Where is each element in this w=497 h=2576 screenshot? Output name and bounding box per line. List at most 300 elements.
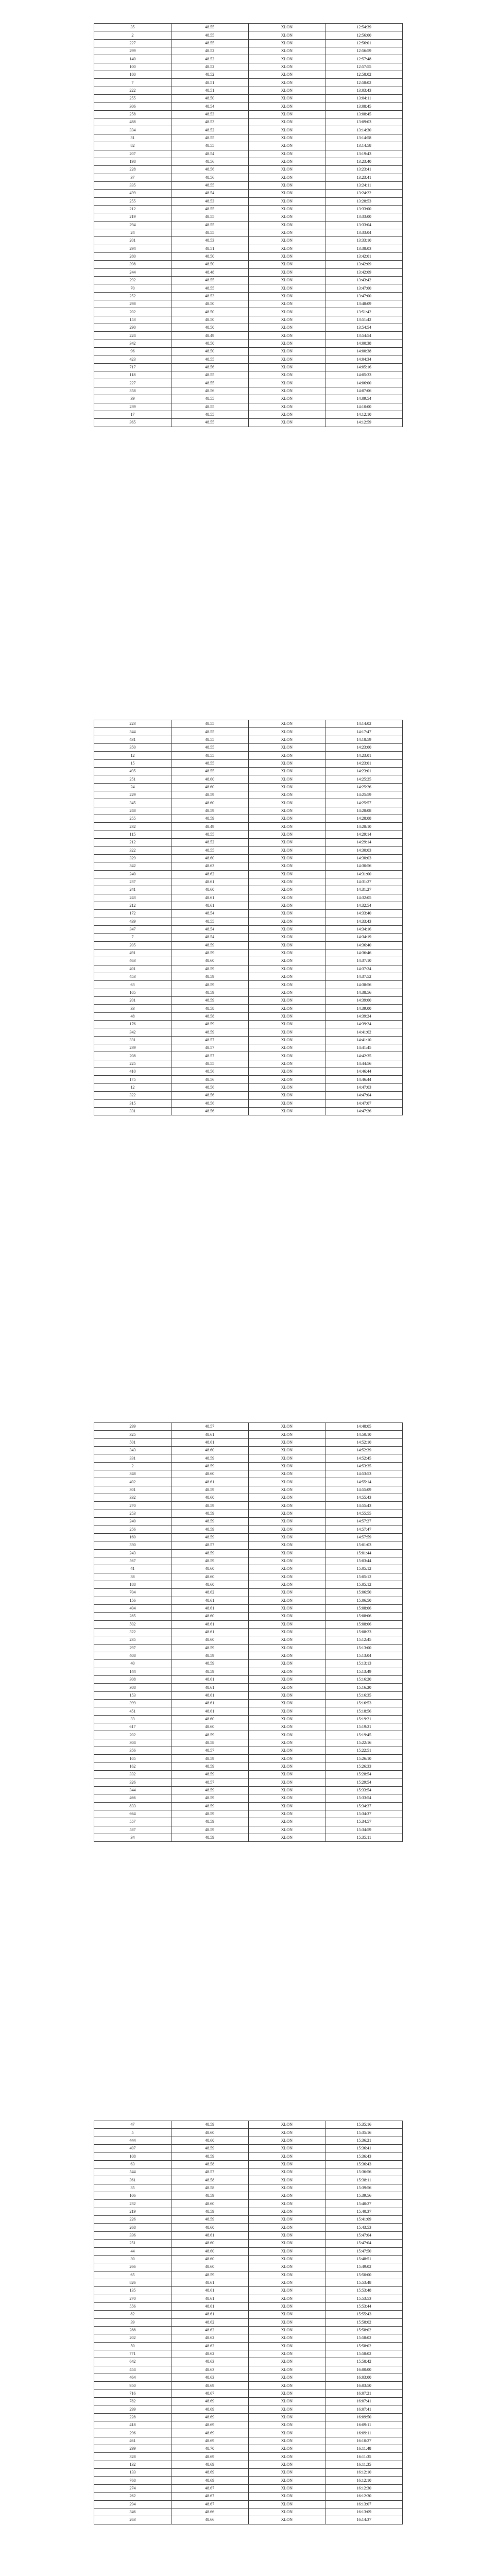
cell-value: 48.54	[171, 150, 248, 158]
cell-code: XLON	[248, 2295, 325, 2302]
cell-value: 48.61	[171, 2295, 248, 2302]
cell-value: 48.55	[171, 371, 248, 379]
cell-id: 717	[94, 363, 172, 371]
cell-time: 15:36:43	[325, 2160, 403, 2168]
cell-time: 15:16:35	[325, 1691, 403, 1699]
cell-id: 172	[94, 910, 172, 918]
cell-value: 48.50	[171, 252, 248, 260]
cell-code: XLON	[248, 1762, 325, 1770]
cell-code: XLON	[248, 1794, 325, 1802]
cell-id: 453	[94, 973, 172, 981]
table-row	[94, 340, 403, 347]
cell-id: 229	[94, 791, 172, 799]
cell-value: 48.51	[171, 245, 248, 252]
cell-time: 14:34:16	[325, 925, 403, 933]
table-row	[94, 2413, 403, 2421]
cell-time: 15:47:04	[325, 2231, 403, 2239]
cell-code: XLON	[248, 1597, 325, 1604]
cell-value: 48.69	[171, 2437, 248, 2445]
cell-id: 306	[94, 103, 172, 110]
cell-value: 48.59	[171, 1526, 248, 1533]
table-row	[94, 2247, 403, 2255]
cell-code: XLON	[248, 1652, 325, 1659]
cell-value: 48.60	[171, 1565, 248, 1573]
cell-code: XLON	[248, 55, 325, 63]
cell-code: XLON	[248, 1423, 325, 1431]
table-page-2	[94, 720, 403, 1115]
table-row	[94, 2145, 403, 2153]
cell-time: 14:25:26	[325, 783, 403, 791]
cell-id: 348	[94, 1470, 172, 1478]
cell-value: 48.69	[171, 2413, 248, 2421]
cell-id: 140	[94, 55, 172, 63]
cell-id: 153	[94, 1691, 172, 1699]
cell-id: 342	[94, 340, 172, 347]
cell-time: 14:10:00	[325, 403, 403, 411]
table-row	[94, 1092, 403, 1099]
cell-value: 48.62	[171, 2342, 248, 2350]
cell-code: XLON	[248, 1502, 325, 1510]
table-row	[94, 2334, 403, 2342]
cell-code: XLON	[248, 268, 325, 276]
cell-id: 15	[94, 759, 172, 767]
cell-time: 15:34:59	[325, 1826, 403, 1834]
cell-time: 15:16:20	[325, 1676, 403, 1684]
cell-code: XLON	[248, 918, 325, 925]
cell-code: XLON	[248, 2477, 325, 2484]
cell-code: XLON	[248, 31, 325, 39]
cell-time: 13:23:41	[325, 174, 403, 181]
cell-id: 70	[94, 284, 172, 292]
table-row	[94, 213, 403, 221]
cell-value: 48.56	[171, 1107, 248, 1115]
cell-code: XLON	[248, 245, 325, 252]
cell-value: 48.52	[171, 55, 248, 63]
cell-time: 15:58:02	[325, 2326, 403, 2334]
cell-id: 326	[94, 1778, 172, 1786]
cell-code: XLON	[248, 252, 325, 260]
table-row	[94, 2382, 403, 2389]
cell-code: XLON	[248, 854, 325, 862]
cell-time: 13:33:00	[325, 205, 403, 213]
cell-id: 365	[94, 419, 172, 427]
cell-id: 115	[94, 831, 172, 838]
cell-time: 14:37:10	[325, 957, 403, 965]
table-row	[94, 1068, 403, 1076]
table-row	[94, 2302, 403, 2310]
cell-time: 15:43:53	[325, 2224, 403, 2231]
cell-code: XLON	[248, 134, 325, 142]
cell-code: XLON	[248, 839, 325, 846]
table-row	[94, 934, 403, 941]
cell-code: XLON	[248, 1518, 325, 1526]
trades-table-3	[94, 1422, 403, 1842]
table-row	[94, 902, 403, 909]
cell-time: 16:07:41	[325, 2405, 403, 2413]
cell-value: 48.59	[171, 2145, 248, 2153]
cell-time: 14:32:54	[325, 902, 403, 909]
cell-value: 48.59	[171, 1652, 248, 1659]
cell-time: 16:13:09	[325, 2508, 403, 2516]
cell-value: 48.69	[171, 2421, 248, 2429]
cell-code: XLON	[248, 237, 325, 245]
cell-code: XLON	[248, 1099, 325, 1107]
cell-code: XLON	[248, 799, 325, 807]
cell-value: 48.55	[171, 768, 248, 775]
table-row	[94, 2461, 403, 2468]
cell-id: 144	[94, 1668, 172, 1675]
cell-code: XLON	[248, 1739, 325, 1747]
cell-time: 15:39:56	[325, 2192, 403, 2200]
cell-value: 48.60	[171, 2137, 248, 2144]
cell-time: 12:54:39	[325, 24, 403, 31]
cell-time: 15:38:11	[325, 2176, 403, 2184]
cell-id: 826	[94, 2279, 172, 2286]
cell-id: 118	[94, 371, 172, 379]
cell-value: 48.59	[171, 1826, 248, 1834]
cell-code: XLON	[248, 1005, 325, 1012]
cell-code: XLON	[248, 965, 325, 973]
cell-code: XLON	[248, 1818, 325, 1826]
cell-value: 48.59	[171, 1810, 248, 1818]
cell-id: 156	[94, 1597, 172, 1604]
cell-value: 48.59	[171, 1834, 248, 1841]
cell-value: 48.67	[171, 2493, 248, 2500]
cell-code: XLON	[248, 2382, 325, 2389]
cell-code: XLON	[248, 973, 325, 981]
cell-code: XLON	[248, 1052, 325, 1060]
cell-id: 298	[94, 300, 172, 308]
cell-code: XLON	[248, 783, 325, 791]
cell-value: 48.59	[171, 1794, 248, 1802]
cell-time: 15:36:41	[325, 2145, 403, 2153]
table-row	[94, 1597, 403, 1604]
cell-id: 219	[94, 213, 172, 221]
cell-time: 14:32:05	[325, 894, 403, 902]
cell-value: 48.57	[171, 1423, 248, 1431]
table-row	[94, 2240, 403, 2247]
cell-code: XLON	[248, 1707, 325, 1715]
cell-time: 15:01:03	[325, 1541, 403, 1549]
table-row	[94, 379, 403, 387]
table-row	[94, 403, 403, 411]
cell-code: XLON	[248, 1060, 325, 1067]
cell-id: 212	[94, 902, 172, 909]
cell-code: XLON	[248, 2366, 325, 2374]
cell-value: 48.60	[171, 1715, 248, 1723]
cell-value: 48.49	[171, 823, 248, 831]
cell-id: 294	[94, 2500, 172, 2508]
cell-time: 12:56:59	[325, 47, 403, 55]
table-row	[94, 87, 403, 94]
cell-time: 13:54:54	[325, 332, 403, 340]
cell-id: 227	[94, 379, 172, 387]
cell-id: 347	[94, 925, 172, 933]
cell-time: 14:57:27	[325, 1518, 403, 1526]
cell-id: 262	[94, 2493, 172, 2500]
table-row	[94, 2153, 403, 2160]
cell-time: 14:55:43	[325, 1502, 403, 1510]
cell-value: 48.55	[171, 229, 248, 236]
cell-code: XLON	[248, 213, 325, 221]
cell-value: 48.61	[171, 2279, 248, 2286]
cell-value: 48.60	[171, 1613, 248, 1620]
cell-time: 14:00:38	[325, 340, 403, 347]
cell-code: XLON	[248, 229, 325, 236]
cell-code: XLON	[248, 24, 325, 31]
table-row	[94, 2311, 403, 2318]
table-row	[94, 1810, 403, 1818]
cell-code: XLON	[248, 1526, 325, 1533]
cell-time: 14:09:54	[325, 395, 403, 403]
cell-id: 322	[94, 1628, 172, 1636]
cell-value: 48.60	[171, 2224, 248, 2231]
table-row	[94, 1778, 403, 1786]
cell-code: XLON	[248, 1660, 325, 1668]
table-row	[94, 292, 403, 300]
cell-time: 15:12:45	[325, 1636, 403, 1644]
cell-time: 15:19:21	[325, 1715, 403, 1723]
cell-time: 15:08:06	[325, 1604, 403, 1612]
cell-value: 48.61	[171, 902, 248, 909]
cell-code: XLON	[248, 348, 325, 355]
cell-code: XLON	[248, 300, 325, 308]
cell-id: 5	[94, 2129, 172, 2137]
cell-value: 48.55	[171, 752, 248, 759]
cell-value: 48.61	[171, 2302, 248, 2310]
cell-code: XLON	[248, 1573, 325, 1581]
cell-code: XLON	[248, 1684, 325, 1691]
cell-id: 331	[94, 1454, 172, 1462]
table-row	[94, 348, 403, 355]
cell-id: 202	[94, 1731, 172, 1739]
cell-time: 12:57:48	[325, 55, 403, 63]
cell-code: XLON	[248, 815, 325, 823]
table-row	[94, 252, 403, 260]
cell-time: 15:08:06	[325, 1613, 403, 1620]
cell-value: 48.56	[171, 1099, 248, 1107]
cell-code: XLON	[248, 1786, 325, 1794]
cell-id: 268	[94, 2224, 172, 2231]
cell-id: 294	[94, 221, 172, 229]
table-row	[94, 2366, 403, 2374]
cell-id: 7	[94, 934, 172, 941]
cell-value: 48.60	[171, 783, 248, 791]
cell-id: 501	[94, 1438, 172, 1446]
table-row	[94, 2279, 403, 2286]
cell-time: 14:30:03	[325, 846, 403, 854]
cell-time: 13:51:42	[325, 316, 403, 324]
table-row	[94, 395, 403, 403]
cell-time: 15:34:37	[325, 1802, 403, 1810]
cell-id: 346	[94, 2508, 172, 2516]
table-row	[94, 783, 403, 791]
cell-time: 15:26:33	[325, 1762, 403, 1770]
cell-code: XLON	[248, 2129, 325, 2137]
cell-time: 15:35:16	[325, 2129, 403, 2137]
cell-time: 14:23:01	[325, 759, 403, 767]
cell-code: XLON	[248, 2484, 325, 2492]
cell-id: 464	[94, 2374, 172, 2382]
cell-id: 30	[94, 2255, 172, 2263]
cell-id: 402	[94, 1478, 172, 1486]
cell-time: 15:19:21	[325, 1723, 403, 1731]
cell-id: 466	[94, 1794, 172, 1802]
cell-time: 15:05:12	[325, 1581, 403, 1588]
table-row	[94, 2508, 403, 2516]
cell-value: 48.59	[171, 965, 248, 973]
cell-time: 16:11:35	[325, 2453, 403, 2461]
cell-id: 153	[94, 316, 172, 324]
cell-time: 13:24:22	[325, 190, 403, 197]
table-row	[94, 1755, 403, 1762]
table-row	[94, 24, 403, 31]
cell-code: XLON	[248, 1691, 325, 1699]
cell-code: XLON	[248, 2342, 325, 2350]
cell-id: 463	[94, 957, 172, 965]
cell-id: 228	[94, 2413, 172, 2421]
cell-time: 14:18:59	[325, 736, 403, 743]
table-row	[94, 2477, 403, 2484]
table-row	[94, 973, 403, 981]
table-row	[94, 2326, 403, 2334]
table-row	[94, 981, 403, 989]
cell-code: XLON	[248, 1581, 325, 1588]
cell-id: 47	[94, 2121, 172, 2129]
cell-code: XLON	[248, 340, 325, 347]
table-row	[94, 1826, 403, 1834]
table-row	[94, 166, 403, 174]
cell-code: XLON	[248, 2405, 325, 2413]
cell-code: XLON	[248, 1557, 325, 1565]
cell-value: 48.55	[171, 284, 248, 292]
cell-code: XLON	[248, 2184, 325, 2192]
table-row	[94, 1462, 403, 1470]
table-row	[94, 205, 403, 213]
cell-time: 16:07:21	[325, 2389, 403, 2397]
cell-code: XLON	[248, 736, 325, 743]
cell-time: 16:09:11	[325, 2421, 403, 2429]
cell-value: 48.54	[171, 925, 248, 933]
table-row	[94, 110, 403, 118]
cell-time: 16:11:35	[325, 2461, 403, 2468]
cell-value: 48.59	[171, 2121, 248, 2129]
cell-code: XLON	[248, 846, 325, 854]
table-row	[94, 2231, 403, 2239]
cell-code: XLON	[248, 2350, 325, 2358]
table-row	[94, 1739, 403, 1747]
cell-code: XLON	[248, 2255, 325, 2263]
cell-time: 13:42:09	[325, 261, 403, 268]
cell-time: 15:49:02	[325, 2263, 403, 2271]
cell-time: 15:53:48	[325, 2279, 403, 2286]
table-row	[94, 1620, 403, 1628]
cell-id: 39	[94, 395, 172, 403]
cell-value: 48.58	[171, 2184, 248, 2192]
cell-time: 16:12:10	[325, 2477, 403, 2484]
cell-value: 48.60	[171, 854, 248, 862]
cell-code: XLON	[248, 1755, 325, 1762]
cell-code: XLON	[248, 110, 325, 118]
cell-code: XLON	[248, 158, 325, 165]
cell-time: 15:58:02	[325, 2334, 403, 2342]
cell-value: 48.55	[171, 759, 248, 767]
table-row	[94, 1454, 403, 1462]
cell-value: 48.52	[171, 126, 248, 134]
cell-time: 15:13:00	[325, 1644, 403, 1652]
cell-code: XLON	[248, 2287, 325, 2295]
cell-id: 212	[94, 205, 172, 213]
cell-value: 48.63	[171, 2366, 248, 2374]
cell-value: 48.59	[171, 973, 248, 981]
cell-value: 48.60	[171, 2200, 248, 2208]
table-row	[94, 2350, 403, 2358]
table-row	[94, 799, 403, 807]
cell-code: XLON	[248, 316, 325, 324]
table-row	[94, 142, 403, 150]
cell-id: 292	[94, 277, 172, 284]
cell-code: XLON	[248, 949, 325, 957]
cell-id: 188	[94, 1581, 172, 1588]
cell-value: 48.69	[171, 2398, 248, 2405]
table-row	[94, 2469, 403, 2477]
cell-time: 15:36:21	[325, 2137, 403, 2144]
cell-value: 48.53	[171, 118, 248, 126]
cell-value: 48.60	[171, 775, 248, 783]
cell-id: 240	[94, 1518, 172, 1526]
cell-code: XLON	[248, 2153, 325, 2160]
cell-code: XLON	[248, 720, 325, 728]
cell-time: 14:52:10	[325, 1438, 403, 1446]
cell-value: 48.58	[171, 2176, 248, 2184]
cell-time: 16:12:30	[325, 2493, 403, 2500]
cell-time: 14:07:06	[325, 387, 403, 395]
cell-code: XLON	[248, 1771, 325, 1778]
cell-id: 431	[94, 736, 172, 743]
trades-table-2	[94, 720, 403, 1115]
cell-value: 48.60	[171, 957, 248, 965]
table-row	[94, 174, 403, 181]
cell-code: XLON	[248, 1494, 325, 1502]
cell-time: 15:18:56	[325, 1707, 403, 1715]
table-row	[94, 245, 403, 252]
table-row	[94, 1510, 403, 1517]
cell-value: 48.59	[171, 1660, 248, 1668]
table-row	[94, 47, 403, 55]
cell-code: XLON	[248, 941, 325, 949]
table-row	[94, 237, 403, 245]
cell-code: XLON	[248, 759, 325, 767]
cell-time: 14:41:10	[325, 1036, 403, 1044]
cell-value: 48.55	[171, 221, 248, 229]
cell-value: 48.61	[171, 894, 248, 902]
cell-value: 48.55	[171, 918, 248, 925]
cell-id: 44	[94, 2247, 172, 2255]
cell-id: 105	[94, 989, 172, 996]
cell-id: 219	[94, 2208, 172, 2215]
cell-code: XLON	[248, 261, 325, 268]
cell-code: XLON	[248, 2389, 325, 2397]
cell-id: 454	[94, 2366, 172, 2374]
table-row	[94, 949, 403, 957]
table-row	[94, 1036, 403, 1044]
table-row	[94, 2398, 403, 2405]
cell-value: 48.59	[171, 2216, 248, 2224]
table-row	[94, 1676, 403, 1684]
table-row	[94, 1747, 403, 1755]
cell-code: XLON	[248, 2160, 325, 2168]
cell-value: 48.59	[171, 1644, 248, 1652]
